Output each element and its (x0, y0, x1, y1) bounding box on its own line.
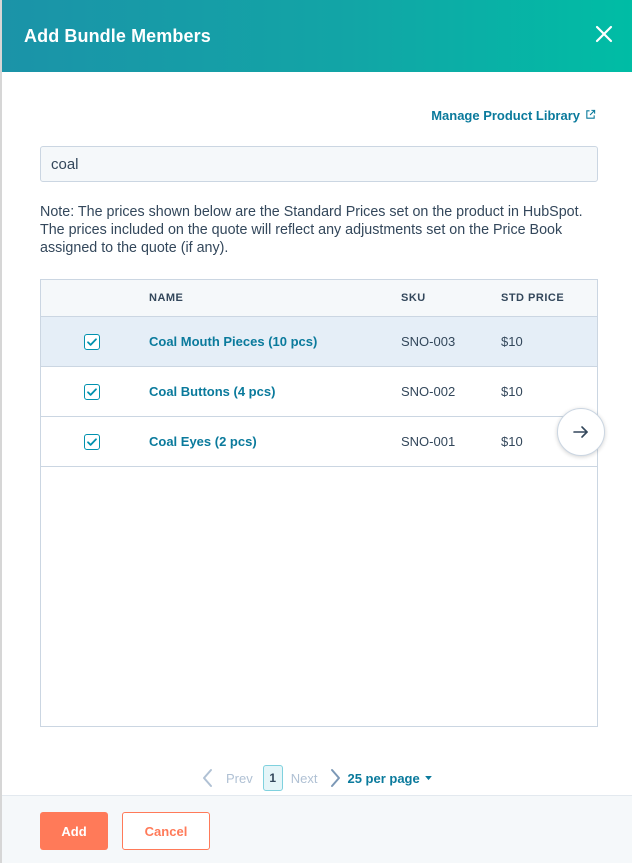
chevron-right-icon[interactable] (327, 767, 343, 789)
pricing-note: Note: The prices shown below are the Standard Prices set on the product in HubSpot. The prices included on the quote will reflect any adjustments set on the Price Book assigned to the quote (if any). (40, 204, 583, 256)
dialog-footer (2, 795, 632, 863)
pagination (200, 765, 432, 791)
product-name-link[interactable]: Coal Mouth Pieces (10 pcs) (149, 334, 318, 349)
add-button[interactable]: Add (40, 812, 108, 850)
row-checkbox[interactable] (84, 334, 100, 350)
current-page-button[interactable]: 1 (263, 765, 283, 791)
row-checkbox[interactable] (84, 434, 100, 450)
product-price: $10 (501, 384, 523, 399)
caret-down-icon (425, 776, 432, 781)
manage-link-label: Manage Product Library (431, 108, 580, 123)
table-row[interactable] (41, 417, 597, 467)
next-page-button[interactable]: Next (290, 770, 318, 786)
prev-page-button[interactable]: Prev (226, 770, 253, 786)
close-icon[interactable] (590, 20, 618, 48)
table-row[interactable] (41, 317, 597, 367)
product-price: $10 (501, 334, 523, 349)
arrow-right-icon (571, 422, 591, 442)
per-page-dropdown[interactable] (347, 771, 431, 786)
row-checkbox[interactable] (84, 384, 100, 400)
column-header-sku[interactable]: SKU (401, 292, 426, 304)
checkmark-icon (86, 436, 98, 448)
checkmark-icon (86, 386, 98, 398)
product-name-link[interactable]: Coal Eyes (2 pcs) (149, 434, 257, 449)
product-sku: SNO-002 (401, 384, 456, 399)
column-header-std-price[interactable]: STD PRICE (501, 292, 565, 304)
external-link-icon (585, 108, 596, 123)
product-sku: SNO-001 (401, 434, 456, 449)
search-input[interactable] (40, 146, 598, 182)
chevron-left-icon[interactable] (200, 767, 216, 789)
dialog-title: Add Bundle Members (24, 25, 211, 46)
product-name-link[interactable]: Coal Buttons (4 pcs) (149, 384, 276, 399)
table-header (41, 280, 597, 317)
column-header-name[interactable]: NAME (149, 292, 184, 304)
manage-product-library-link[interactable] (431, 108, 596, 123)
dialog-header (2, 0, 632, 72)
cancel-button[interactable]: Cancel (122, 812, 210, 850)
products-table (40, 279, 598, 727)
table-row[interactable] (41, 367, 597, 417)
scroll-right-button[interactable] (557, 408, 605, 456)
checkmark-icon (86, 336, 98, 348)
per-page-label: 25 per page (347, 770, 420, 786)
product-sku: SNO-003 (401, 334, 456, 349)
product-price: $10 (501, 434, 523, 449)
